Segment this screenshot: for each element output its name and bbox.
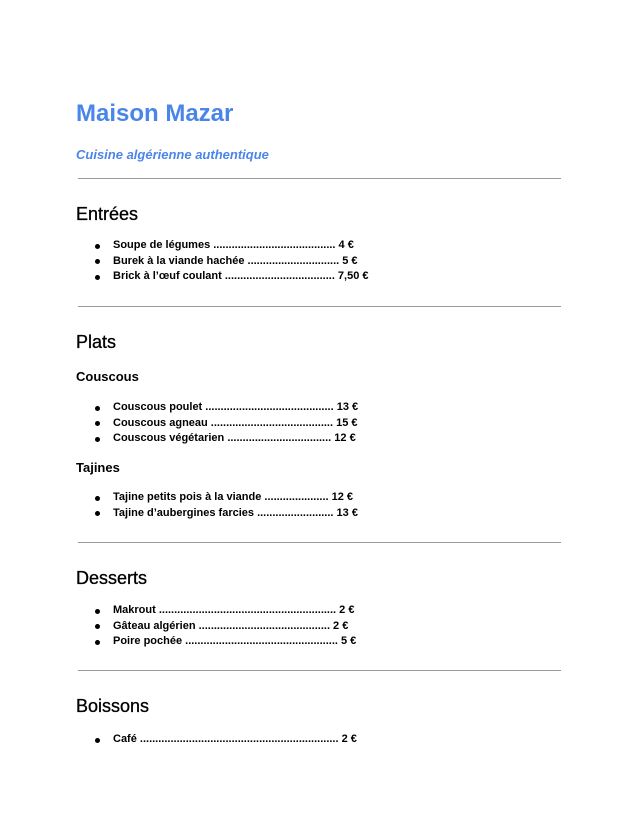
divider (78, 670, 561, 671)
list-item: Brick à l’œuf coulant .................................... 7,50 € (76, 269, 369, 285)
list-item: Couscous poulet .......................................... 13 € (76, 400, 358, 416)
list-item: Couscous végétarien .................................. 12 € (76, 431, 358, 447)
restaurant-name: Maison Mazar (76, 100, 234, 127)
divider (78, 178, 561, 179)
couscous-list (76, 400, 358, 447)
divider (78, 542, 561, 543)
list-item: Gâteau algérien ........................................... 2 € (76, 619, 356, 635)
tajines-list (76, 490, 358, 521)
list-item: Burek à la viande hachée .............................. 5 € (76, 254, 369, 270)
list-item: Makrout .......................................................... 2 € (76, 603, 356, 619)
desserts-list (76, 603, 356, 650)
section-title-plats: Plats (76, 332, 117, 352)
section-title-desserts: Desserts (76, 568, 148, 588)
list-item: Couscous agneau ........................................ 15 € (76, 416, 358, 432)
section-title-entrees: Entrées (76, 204, 139, 224)
list-item: Tajine petits pois à la viande ..................... 12 € (76, 490, 358, 506)
boissons-list (76, 732, 357, 748)
list-item: Café ................................................................. 2 € (76, 732, 357, 748)
divider (78, 306, 561, 307)
section-title-boissons: Boissons (76, 696, 150, 716)
list-item: Soupe de légumes ........................................ 4 € (76, 238, 369, 254)
entrees-list (76, 238, 369, 285)
subsection-title-couscous: Couscous (76, 369, 139, 384)
restaurant-tagline: Cuisine algérienne authentique (76, 147, 269, 162)
list-item: Poire pochée .................................................. 5 € (76, 634, 356, 650)
list-item: Tajine d’aubergines farcies ......................... 13 € (76, 506, 358, 522)
subsection-title-tajines: Tajines (76, 460, 120, 475)
